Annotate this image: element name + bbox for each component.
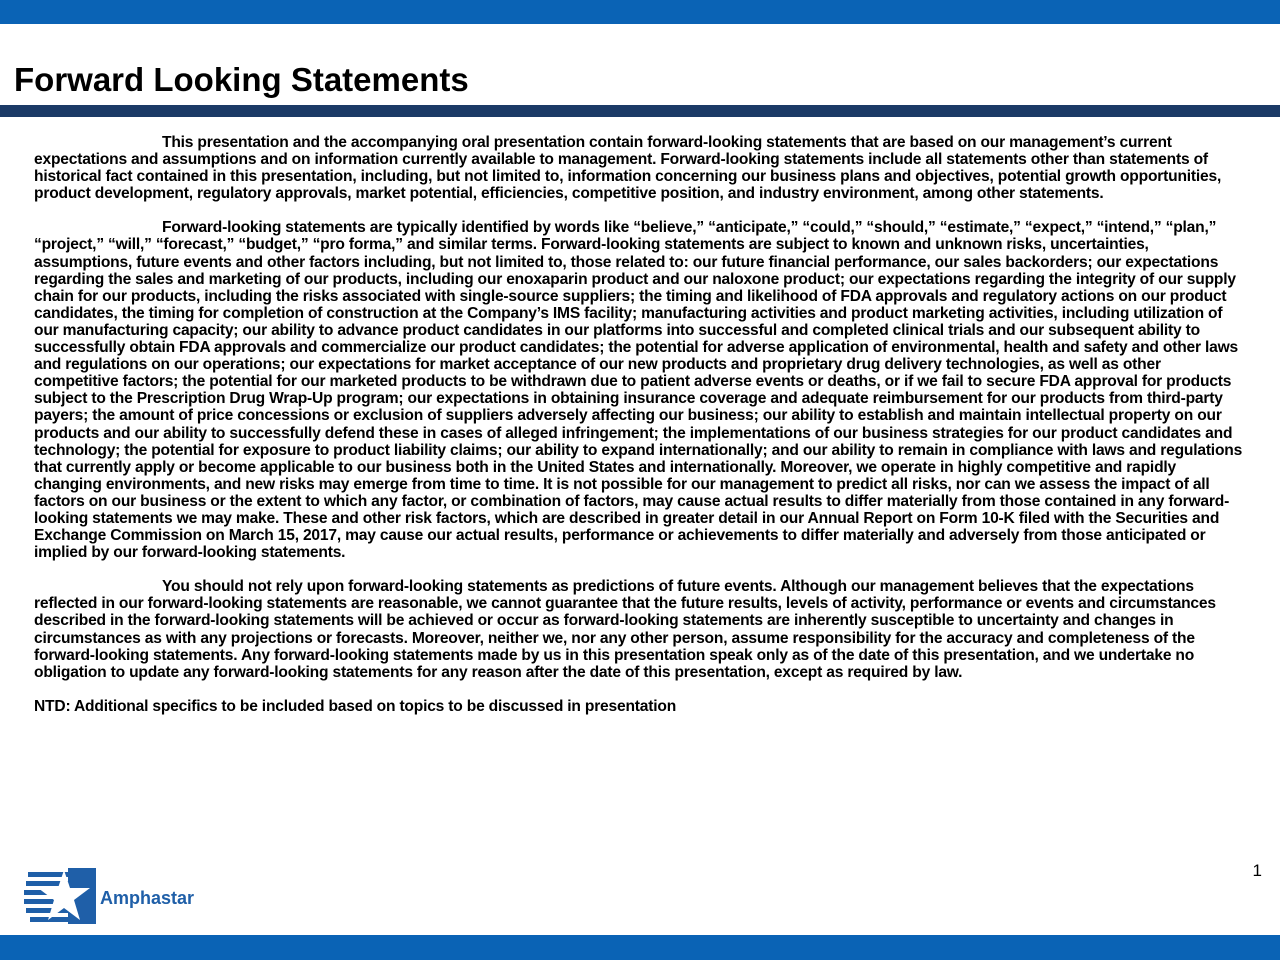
top-accent-bar xyxy=(0,0,1280,24)
bottom-accent-bar xyxy=(0,935,1280,960)
paragraph-intro: This presentation and the accompanying oral presentation contain forward-looking statements that are based on our management’s current expectations and assumptions and on information currently available to management. Forward-looking statements include all statements other than statements of historical fact contained in this presentation, including, but not limited to, information concerning our business plans and objectives, potential growth opportunities, product development, regulatory approvals, market potential, efficiencies, competitive position, and industry environment, among other statements. xyxy=(34,134,1222,203)
title-underline-bar xyxy=(0,105,1280,117)
star-globe-icon xyxy=(24,864,204,928)
page-number: 1 xyxy=(1252,861,1262,880)
amphastar-logo xyxy=(24,864,204,928)
page-title: Forward Looking Statements xyxy=(14,61,469,98)
slide-body xyxy=(34,134,1246,732)
paragraph-reliance: You should not rely upon forward-looking statements as predictions of future events. Although our management believes that the expectations reflected in our forward-looking statements are reasonable, we cannot guarantee that the future results, levels of activity, performance or events and circumstances described in the forward-looking statements will be achieved or occur as forward-looking statements are inherently susceptible to uncertainty and changes in circumstances as with any projections or forecasts. Moreover, neither we, nor any other person, assume responsibility for the accuracy and completeness of the forward-looking statements. Any forward-looking statements made by us in this presentation speak only as of the date of this presentation, and we undertake no obligation to update any forward-looking statements for any reason after the date of this presentation, except as required by law. xyxy=(34,578,1216,681)
logo-wordmark: Amphastar xyxy=(100,888,195,908)
ntd-note: NTD: Additional specifics to be included based on topics to be discussed in presentation xyxy=(34,697,677,715)
paragraph-risk-factors: Forward-looking statements are typically identified by words like “believe,” “anticipate,” “could,” “should,” “estimate,” “expect,” “intend,” “plan,” “project,” “will,” “forecast,” “budget,” “pro forma,” and similar terms. Forward-looking statements are subject to known and unknown risks, uncertainties, assumptions, future events and other factors including, but not limited to, those related to: our future financial performance, our sales backorders; our expectations regarding the sales and marketing of our products, including our enoxaparin product and our naloxone product; our expectations regarding the integrity of our supply chain for our products, including the risks associated with single-source suppliers; the timing and likelihood of FDA approvals and regulatory actions on our product candidates, the timing for completion of construction at the Company’s IMS facility; manufacturing activities and product marketing activities, including utilization of our manufacturing capacity; our ability to advance product candidates in our platforms into successful and completed clinical trials and our subsequent ability to successfully obtain FDA approvals and commercialize our product candidates; the potential for adverse application of environmental, health and safety and other laws and regulations on our operations; our expectations for market acceptance of our new products and proprietary drug delivery technologies, as well as other competitive factors; the potential for our marketed products to be withdrawn due to patient adverse events or deaths, or if we fail to secure FDA approval for products subject to the Prescription Drug Wrap-Up program; our expectations in obtaining insurance coverage and adequate reimbursement for our products from third-party payers; the amount of price concessions or exclusion of suppliers adversely affecting our business; our ability to establish and maintain intellectual property on our products and our ability to successfully defend these in cases of alleged infringement; the implementations of our business strategies for our product candidates and technology; the potential for exposure to product liability claims; our ability to expand internationally; and our ability to remain in compliance with laws and regulations that currently apply or become applicable to our business both in the United States and internationally. Moreover, we operate in highly competitive and rapidly changing environments, and new risks may emerge from time to time. It is not possible for our management to predict all risks, nor can we assess the impact of all factors on our business or the extent to which any factor, or combination of factors, may cause actual results to differ materially from those contained in any forward-looking statements we may make. These and other risk factors, which are described in greater detail in our Annual Report on Form 10-K filed with the Securities and Exchange Commission on March 15, 2017, may cause our actual results, performance or achievements to differ materially and adversely from those anticipated or implied by our forward-looking statements. xyxy=(34,219,1243,562)
